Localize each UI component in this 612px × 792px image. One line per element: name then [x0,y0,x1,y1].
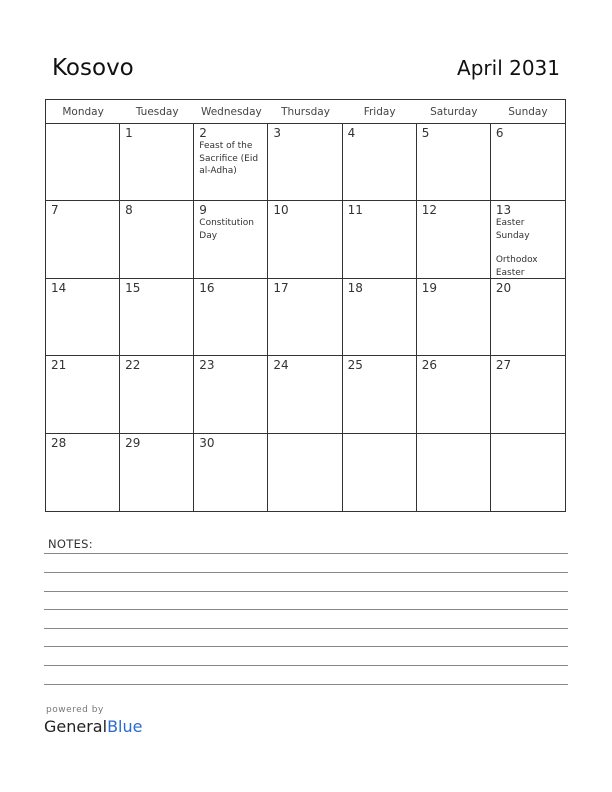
day-cell [268,201,342,278]
day-number: 2 [199,126,207,140]
day-number: 13 [495,203,512,218]
day-number: 9 [199,203,207,218]
day-number: 26 [421,358,437,373]
day-number: 10 [273,203,289,218]
month-year-title: April 2031 [457,56,560,80]
note-line [44,628,568,629]
day-number: 1 [125,126,133,140]
day-cell [120,124,194,201]
day-cell [120,279,194,356]
day-number: 27 [495,358,512,373]
day-cell [268,124,342,201]
weekday-header: Saturday [417,100,491,124]
day-number: 6 [495,126,504,140]
brand-logo [44,717,142,736]
day-number: 29 [125,435,141,450]
day-number: 14 [51,280,67,295]
note-line [44,665,568,666]
note-line [44,646,568,647]
day-number: 30 [199,435,215,450]
day-cell [46,201,120,278]
day-number: 15 [125,280,141,295]
day-cell [417,434,491,511]
day-cell [491,279,565,356]
calendar-grid [45,99,566,512]
day-number: 8 [125,203,133,218]
day-number: 12 [421,203,437,218]
day-cell [417,279,491,356]
note-line [44,684,568,685]
weekday-header: Sunday [491,100,565,124]
day-cell [343,279,417,356]
day-cell [268,279,342,356]
holiday-event: Easter Sunday [495,218,530,241]
day-number: 28 [51,435,67,450]
day-number: 7 [51,203,59,218]
day-number: 16 [199,280,215,295]
note-line [44,609,568,610]
brand-general: General [44,717,108,736]
note-line [44,572,568,573]
note-line [44,553,568,554]
holiday-event: Orthodox Easter [495,255,538,278]
day-cell [343,356,417,433]
day-number: 25 [347,358,363,373]
holiday-event: Constitution Day [199,218,254,241]
day-cell [417,356,491,433]
day-cell [46,356,120,433]
day-cell [343,434,417,511]
day-number: 19 [421,280,437,295]
day-cell [417,201,491,278]
notes-label: NOTES: [48,537,93,551]
day-cell [120,356,194,433]
brand-blue: Blue [107,717,143,736]
day-cell [46,124,120,201]
day-number: 20 [495,280,512,295]
day-number: 23 [199,358,215,373]
day-cell [194,434,268,511]
day-cell [120,201,194,278]
day-number: 5 [421,126,430,140]
day-cell [417,124,491,201]
day-cell [343,124,417,201]
day-cell [194,124,268,201]
day-cell [491,434,565,511]
day-number: 24 [273,358,289,373]
note-line [44,591,568,592]
weekday-header: Friday [343,100,417,124]
day-cell [491,356,565,433]
holiday-event: Feast of the Sacrifice (Eid al-Adha) [199,141,259,176]
day-cell [343,201,417,278]
day-cell [46,434,120,511]
day-cell [120,434,194,511]
day-number: 18 [347,280,363,295]
weekday-header: Wednesday [194,100,268,124]
weekday-header: Monday [46,100,120,124]
powered-by-text: powered by [46,705,104,715]
day-cell [194,279,268,356]
day-cell [491,124,565,201]
day-number: 4 [347,126,356,140]
day-cell [46,279,120,356]
day-number: 17 [273,280,289,295]
day-cell [268,434,342,511]
day-cell [194,201,268,278]
day-cell [194,356,268,433]
day-number: 3 [273,126,282,140]
day-number: 11 [347,203,363,218]
weekday-header: Tuesday [120,100,194,124]
weekday-header: Thursday [268,100,342,124]
day-number: 22 [125,358,141,373]
day-number: 21 [51,358,67,373]
day-cell [268,356,342,433]
day-cell [491,201,565,278]
country-title: Kosovo [52,55,134,81]
